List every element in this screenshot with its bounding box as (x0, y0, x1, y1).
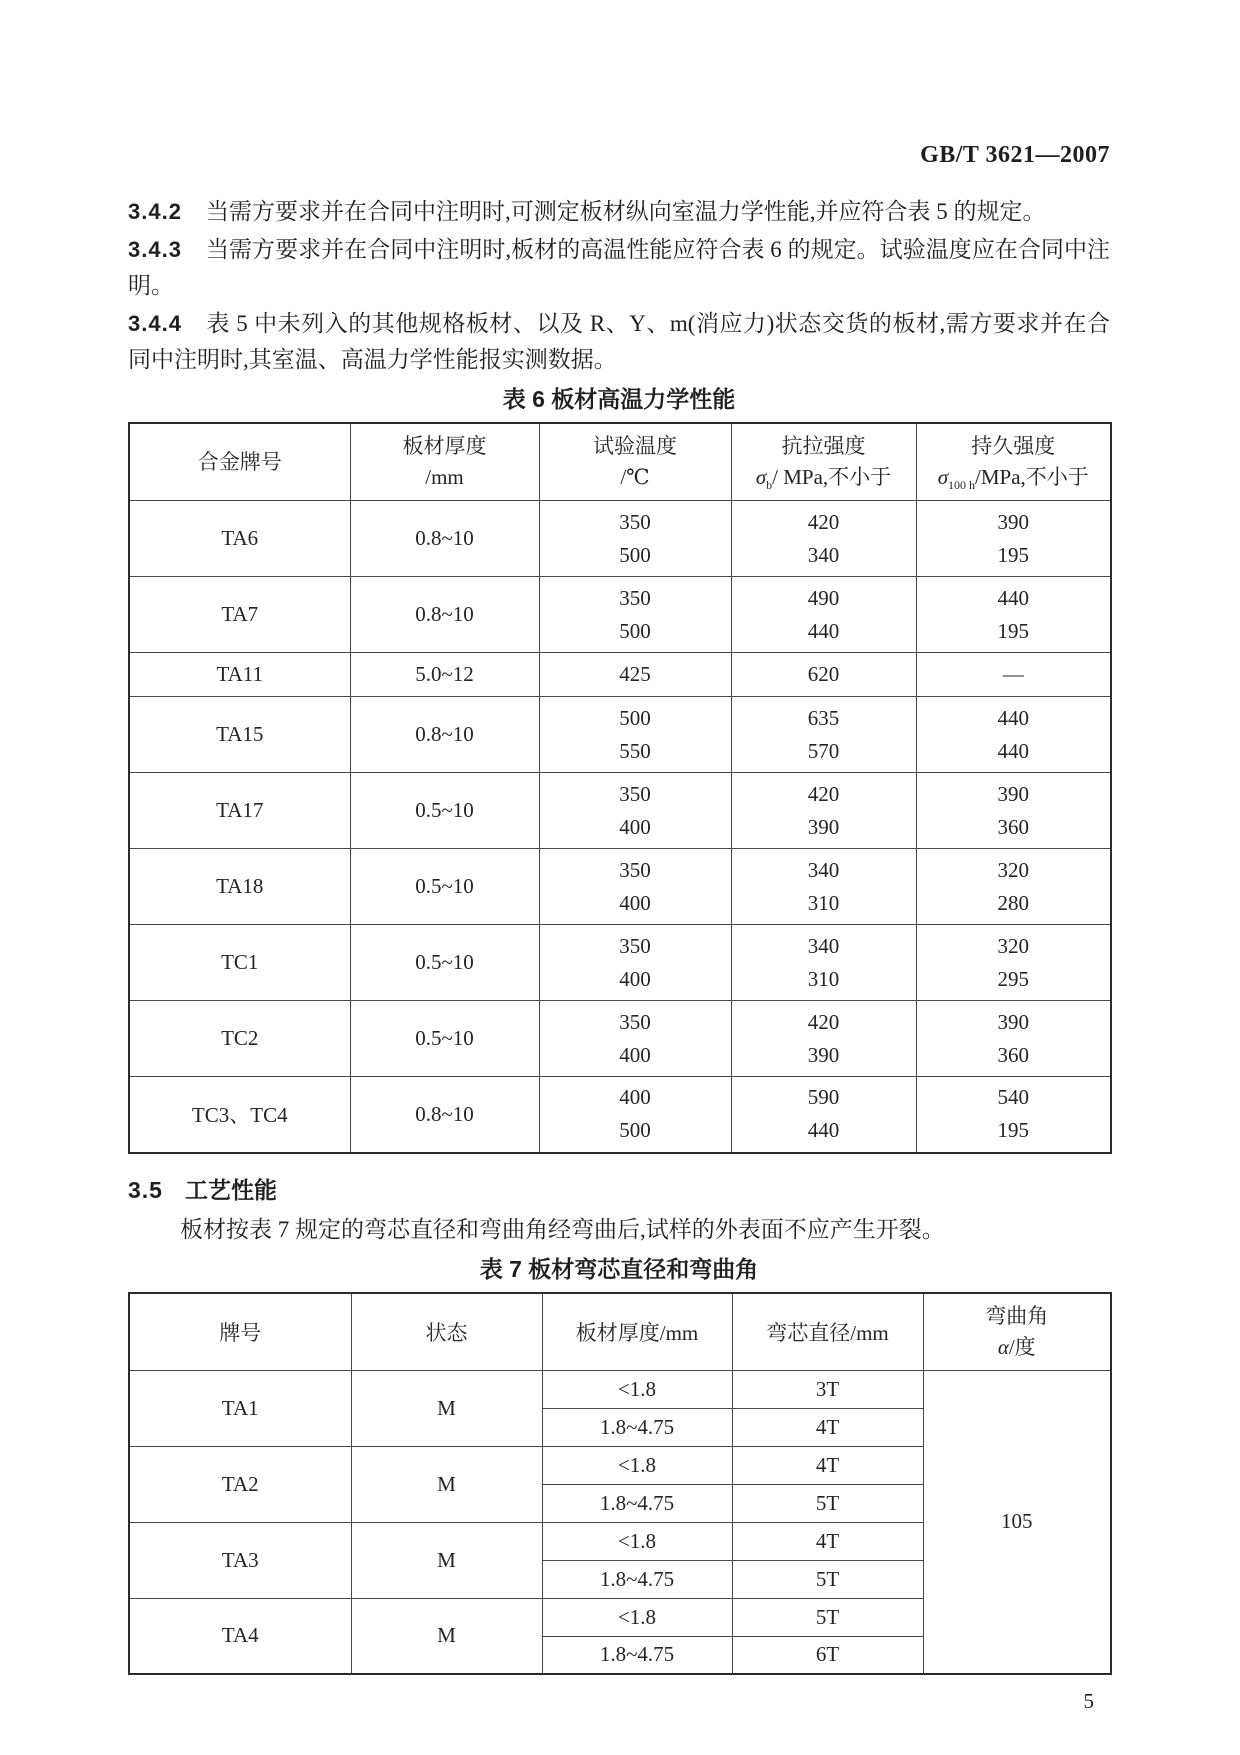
cell-value: 500 (619, 1118, 651, 1143)
cell-value: 400 (619, 890, 651, 915)
endurance-strength-cell (916, 849, 1111, 925)
bend-core-diameter-cell: 5T (732, 1598, 923, 1636)
paragraph-3-4-4 (128, 306, 1110, 378)
table7-caption: 表 7 板材弯芯直径和弯曲角 (479, 1255, 759, 1282)
cell-value: 420 (807, 1009, 840, 1034)
table6-header-alloy: 合金牌号 (129, 423, 350, 501)
cell-value: 195 (997, 542, 1029, 567)
cell-value: 500 (619, 542, 651, 567)
alloy-grade-cell: TA15 (129, 697, 350, 773)
sigma-b-formula: $\sigma_b/$ MPa,不小于 (755, 465, 892, 493)
state-cell: M (351, 1370, 542, 1446)
cell-value: 340 (807, 857, 840, 882)
table7 (128, 1292, 1112, 1676)
cell-value: 490 (807, 585, 840, 610)
bend-angle-cell: 105 (923, 1370, 1111, 1674)
test-temperature-cell (539, 653, 731, 697)
endurance-strength-cell (916, 773, 1111, 849)
section-3-5-heading (128, 1174, 1110, 1206)
thickness-range-cell: 1.8~4.75 (542, 1636, 732, 1674)
bend-core-diameter-cell: 5T (732, 1484, 923, 1522)
section-title: 工艺性能 (184, 1176, 277, 1203)
thickness-cell: 0.5~10 (350, 773, 539, 849)
thickness-range-cell: <1.8 (542, 1370, 732, 1408)
thickness-range-cell: 1.8~4.75 (542, 1560, 732, 1598)
tensile-strength-cell (731, 1077, 916, 1153)
thickness-range-cell: 1.8~4.75 (542, 1408, 732, 1446)
tensile-strength-cell (731, 773, 916, 849)
cell-value: 400 (619, 814, 651, 839)
tensile-strength-cell (731, 849, 916, 925)
table7-header-grade: 牌号 (129, 1293, 351, 1371)
cell-value: 390 (997, 509, 1029, 534)
paragraph-3-5-body: 板材按表 7 规定的弯芯直径和弯曲角经弯曲后,试样的外表面不应产生开裂。 (180, 1216, 945, 1242)
cell-value: 310 (807, 966, 840, 991)
grade-cell: TA2 (129, 1446, 351, 1522)
tensile-strength-cell (731, 501, 916, 577)
cell-value: 500 (619, 618, 651, 643)
cell-value: 440 (997, 585, 1029, 610)
cell-value: 500 (619, 705, 651, 730)
thickness-cell: 5.0~12 (350, 653, 539, 697)
endurance-strength-cell (916, 697, 1111, 773)
table6-row (129, 1077, 1111, 1153)
table6-row (129, 849, 1111, 925)
endurance-strength-cell (916, 577, 1111, 653)
table6-header-tensile-strength: 抗拉强度 $\sigma_b/$ MPa,不小于 (731, 423, 916, 501)
cell-value: 350 (619, 781, 651, 806)
table6-row (129, 577, 1111, 653)
cell-value: 350 (619, 933, 651, 958)
tensile-strength-cell (731, 697, 916, 773)
table6-header-row (129, 423, 1111, 501)
section-number: 3.5 (128, 1176, 163, 1203)
cell-value: 340 (807, 542, 840, 567)
tensile-strength-cell (731, 925, 916, 1001)
bend-core-diameter-cell: 4T (732, 1522, 923, 1560)
state-cell: M (351, 1598, 542, 1674)
cell-value: 590 (807, 1085, 840, 1110)
table6-header-endurance-strength: 持久强度 $\sigma_{100 h}$/MPa,不小于 (916, 423, 1111, 501)
table6-header-test-temperature: 试验温度 /℃ (539, 423, 731, 501)
bend-core-diameter-cell: 3T (732, 1370, 923, 1408)
test-temperature-cell (539, 925, 731, 1001)
endurance-strength-cell (916, 1077, 1111, 1153)
paragraph-3-4-2 (128, 194, 1110, 230)
bend-core-diameter-cell: 6T (732, 1636, 923, 1674)
cell-value: 295 (997, 966, 1029, 991)
thickness-cell: 0.8~10 (350, 1077, 539, 1153)
cell-value: 440 (997, 705, 1029, 730)
cell-value: 400 (619, 1042, 651, 1067)
grade-cell: TA3 (129, 1522, 351, 1598)
cell-value: 390 (807, 1042, 840, 1067)
alpha-formula: α/度 (997, 1334, 1036, 1359)
table6-header-thickness: 板材厚度 /mm (350, 423, 539, 501)
cell-value: 425 (619, 662, 651, 686)
alloy-grade-cell: TA17 (129, 773, 350, 849)
cell-value: 390 (807, 814, 840, 839)
endurance-strength-cell (916, 653, 1111, 697)
alloy-grade-cell: TC3、TC4 (129, 1077, 350, 1153)
test-temperature-cell (539, 1001, 731, 1077)
table7-header-row (129, 1293, 1111, 1371)
grade-cell: TA4 (129, 1598, 351, 1674)
thickness-cell: 0.5~10 (350, 849, 539, 925)
page-number: 5 (1083, 1689, 1094, 1713)
thickness-cell: 0.8~10 (350, 697, 539, 773)
cell-value: 440 (807, 1118, 840, 1143)
clause-number: 3.4.3 (128, 237, 182, 262)
tensile-strength-cell (731, 653, 916, 697)
endurance-strength-cell (916, 501, 1111, 577)
sigma-100h-formula: $\sigma_{100 h}$/MPa,不小于 (937, 465, 1089, 493)
test-temperature-cell (539, 697, 731, 773)
cell-value: 420 (807, 509, 840, 534)
table6-row (129, 1001, 1111, 1077)
cell-value: 350 (619, 585, 651, 610)
cell-value: 350 (619, 509, 651, 534)
test-temperature-cell (539, 1077, 731, 1153)
test-temperature-cell (539, 849, 731, 925)
table6-row (129, 697, 1111, 773)
cell-value: 360 (997, 814, 1029, 839)
clause-text: 表 5 中未列入的其他规格板材、以及 R、Y、m(消应力)状态交货的板材,需方要求并在合同中注明时,其室温、高温力学性能报实测数据。 (128, 311, 1110, 372)
alloy-grade-cell: TA6 (129, 501, 350, 577)
alloy-grade-cell: TC1 (129, 925, 350, 1001)
cell-value: — (1002, 662, 1024, 686)
cell-value: 540 (997, 1085, 1029, 1110)
table6 (128, 422, 1112, 1154)
table6-row (129, 773, 1111, 849)
cell-value: 195 (997, 618, 1029, 643)
tensile-strength-cell (731, 577, 916, 653)
bend-core-diameter-cell: 5T (732, 1560, 923, 1598)
cell-value: 570 (807, 738, 840, 763)
grade-cell: TA1 (129, 1370, 351, 1446)
cell-value: 390 (997, 1009, 1029, 1034)
cell-value: 400 (619, 1085, 651, 1110)
table7-header-thickness: 板材厚度/mm (542, 1293, 732, 1371)
bend-core-diameter-cell: 4T (732, 1408, 923, 1446)
cell-value: 550 (619, 738, 651, 763)
clause-text: 当需方要求并在合同中注明时,可测定板材纵向室温力学性能,并应符合表 5 的规定。 (205, 199, 1046, 224)
state-cell: M (351, 1522, 542, 1598)
thickness-range-cell: 1.8~4.75 (542, 1484, 732, 1522)
thickness-cell: 0.5~10 (350, 1001, 539, 1077)
thickness-cell: 0.8~10 (350, 577, 539, 653)
cell-value: 320 (997, 857, 1029, 882)
table6-row (129, 501, 1111, 577)
cell-value: 440 (997, 738, 1029, 763)
cell-value: 620 (807, 662, 840, 686)
test-temperature-cell (539, 773, 731, 849)
thickness-range-cell: <1.8 (542, 1522, 732, 1560)
clause-text: 当需方要求并在合同中注明时,板材的高温性能应符合表 6 的规定。试验温度应在合同中注明。 (128, 237, 1110, 298)
cell-value: 340 (807, 933, 840, 958)
endurance-strength-cell (916, 925, 1111, 1001)
cell-value: 440 (807, 618, 840, 643)
cell-value: 350 (619, 857, 651, 882)
cell-value: 360 (997, 1042, 1029, 1067)
table7-header-bend-core-diameter: 弯芯直径/mm (732, 1293, 923, 1371)
test-temperature-cell (539, 577, 731, 653)
table6-caption: 表 6 板材高温力学性能 (502, 386, 736, 412)
test-temperature-cell (539, 501, 731, 577)
alloy-grade-cell: TA11 (129, 653, 350, 697)
alloy-grade-cell: TA7 (129, 577, 350, 653)
clause-number: 3.4.4 (128, 311, 182, 336)
thickness-range-cell: <1.8 (542, 1598, 732, 1636)
alloy-grade-cell: TA18 (129, 849, 350, 925)
cell-value: 350 (619, 1009, 651, 1034)
cell-value: 635 (807, 705, 840, 730)
cell-value: 320 (997, 933, 1029, 958)
table7-header-bend-angle: 弯曲角 α/度 (923, 1293, 1111, 1371)
table6-row (129, 925, 1111, 1001)
table6-row (129, 653, 1111, 697)
bend-core-diameter-cell: 4T (732, 1446, 923, 1484)
table7-header-state: 状态 (351, 1293, 542, 1371)
clause-number: 3.4.2 (128, 199, 182, 224)
alloy-grade-cell: TC2 (129, 1001, 350, 1077)
cell-value: 195 (997, 1118, 1029, 1143)
cell-value: 280 (997, 890, 1029, 915)
standard-number-header: GB/T 3621—2007 (920, 142, 1110, 168)
tensile-strength-cell (731, 1001, 916, 1077)
thickness-cell: 0.5~10 (350, 925, 539, 1001)
cell-value: 420 (807, 781, 840, 806)
cell-value: 390 (997, 781, 1029, 806)
thickness-cell: 0.8~10 (350, 501, 539, 577)
paragraph-3-4-3 (128, 232, 1110, 304)
cell-value: 310 (807, 890, 840, 915)
thickness-range-cell: <1.8 (542, 1446, 732, 1484)
endurance-strength-cell (916, 1001, 1111, 1077)
cell-value: 400 (619, 966, 651, 991)
state-cell: M (351, 1446, 542, 1522)
table7-row (129, 1370, 1111, 1408)
